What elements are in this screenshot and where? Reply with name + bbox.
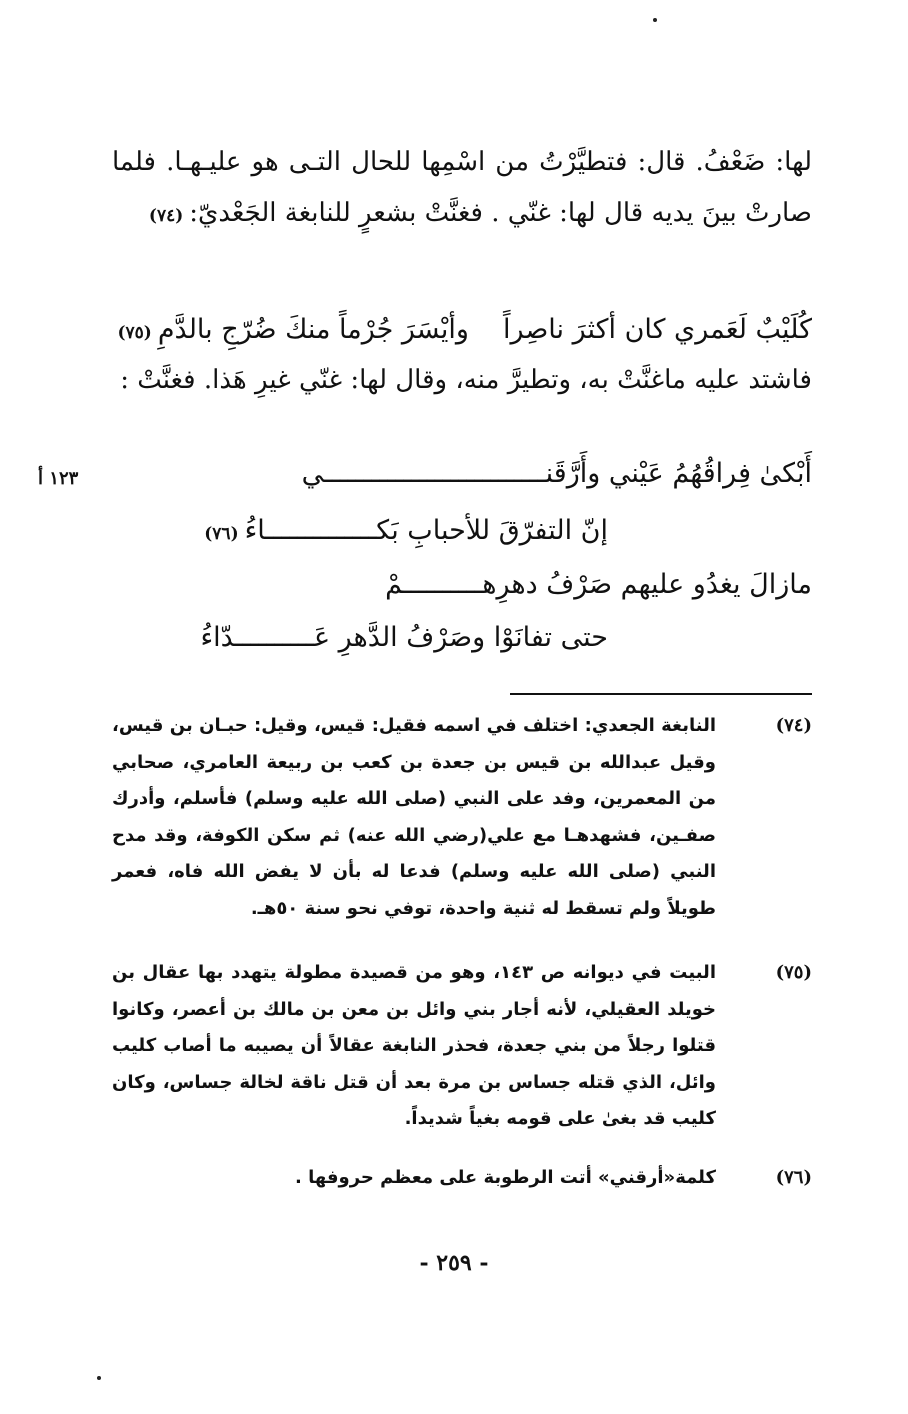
footnote-ref-75: (٧٥) [117,323,152,343]
print-speck [97,1376,101,1380]
footnote-75 [112,955,812,1138]
verse-right-hemistich: كُلَيْبٌ لَعَمري كان أكثرَ ناصِراً [502,314,812,345]
verse-couplet [117,310,812,353]
poem-line-3: مازالَ يغدُو عليهم صَرْفُ دهرِهــــــــــمْ [385,569,812,600]
footnote-ref-74: (٧٤) [148,206,184,226]
footnote-ref-76: (٧٦) [204,524,239,544]
verse-left-hemistich: وأيْسَرَ جُرْماً منكَ ضُرّجِ بالدَّمِ [157,314,469,345]
poem-line-4: حتى تفانَوْا وصَرْفُ الدَّهرِ عَــــــــــدّاءُ [200,622,608,653]
print-speck [653,18,657,22]
footnote-text: البيت في ديوانه ص ١٤٣، وهو من قصيدة مطولة يتهدد بها عقال بن خويلد العقيلي، لأنه أجار بني وائل بن معن بن مالك بن أعصر، وكانوا قتلوا رجلاً من بني جعدة، فحذر النابغة عقالاً أن يصيبه ما أصاب كليب وائل، الذي قتله جساس بن مرة بعد أن قتل ناقة لخالة جساس، وكان كليب قد بغىٰ على قومه بغياً شديداً. [112,962,716,1129]
footnote-76 [112,1160,812,1197]
footnote-number: (٧٤) [775,715,812,736]
main-text-line-2: صارتْ بينَ يديه قال لها: غنّي . فغنَّتْ بشعرٍ للنابغة الجَعْديّ:(٧٤) [148,198,812,228]
footnote-separator [510,693,812,695]
poem-line-1: أَبْكىٰ فِراقُهُمُ عَيْني وأَرَّقَنــــــــــــــــــــــــــــي [301,458,812,489]
footnote-number: (٧٥) [775,962,812,983]
main-text-line-3: فاشتد عليه ماغنَّتْ به، وتطيرَّ منه، وقال لها: غنّي غيرِ هَذا. فغنَّتْ : [120,365,812,395]
page-number: - ٢٥٩ - [419,1250,489,1276]
footnote-text: النابغة الجعدي: اختلف في اسمه فقيل: قيس، وقيل: حبـان بن قيس، وقيل عبدالله بن قيس بن جعدة بن كعب بن ربيعة العامري، صحابي من المعمرين، وفد على النبي (صلى الله عليه وسلم) فأسلم، وأدرك صفـين، فشهدهـا مع علي(رضي الله عنه) ثم سكن الكوفة، وقد مدح النبي (صلى الله عليه وسلم) فدعا له بأن لا يفض الله فاه، فعمر طويلاً ولم تسقط له ثنية واحدة، توفي نحو سنة ٥٠هـ. [112,715,716,919]
poem-line-2: إنّ التفرّقَ للأحبابِ بَكــــــــــــــاءُ(٧٦) [204,515,608,546]
footnote-number: (٧٦) [775,1167,812,1188]
folio-margin-note: ١٢٣ أ [38,468,79,489]
main-text-line-1: لها: ضَعْفُ. قال: فتطيَّرْتُ من اسْمِها للحال التـى هو عليـهـا. فلما [112,147,812,177]
footnote-74 [112,708,812,927]
footnote-text: كلمة«أرقني» أتت الرطوبة على معظم حروفها . [295,1167,716,1188]
